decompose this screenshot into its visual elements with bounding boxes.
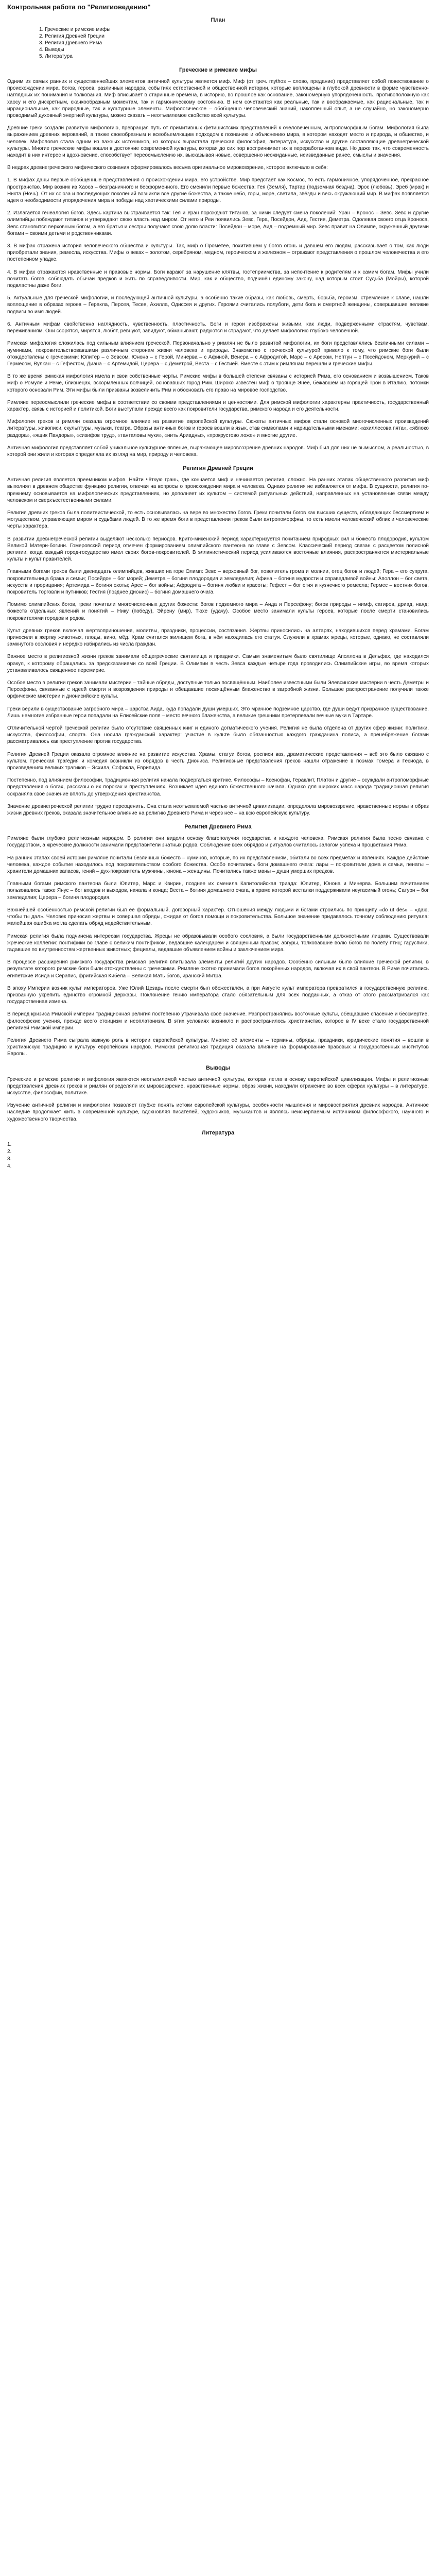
section-heading: Выводы xyxy=(206,1064,230,1071)
paragraph: Римляне переосмыслили греческие мифы в соответствии со своими представлениями и ценностями. Для римской мифологии характерны практичность, государственный характер, связь с историей и политикой. Боги выступали прежде всего как покровители государства, римского народа и его деятельности. xyxy=(7,399,429,412)
plan-item: 4. Выводы xyxy=(39,47,64,53)
paragraph: Религия древних греков была политеистической, то есть основывалась на вере во множество богов. Греки почитали богов как высших существ, обладающих бессмертием и могуществом, управляющих миром и судьбами людей. В то же время боги в представлении греков были антропоморфны, то есть имели человеческий облик и человеческие черты характера. xyxy=(7,510,429,530)
paragraph: Отличительной чертой греческой религии было отсутствие священных книг и единого догматического учения. Религия не была отделена от других сфер жизни: политики, искусства, философии, спорта. Она носила гражданский характер: участие в культе было обязанностью каждого гражданина полиса, а пренебрежение богами рассматривалось как преступление против государства. xyxy=(7,725,429,745)
paragraph: Важное место в религиозной жизни греков занимали общегреческие святилища и праздники. Самым знаменитым было святилище Аполлона в Дельфах, где находился оракул, к которому обращались за предсказаниями со всей Греции. В Олимпии в честь Зевса каждые четыре года проводились Олимпийские игры, во время которых устанавливалось священное перемирие. xyxy=(7,654,429,673)
paragraph: Греки верили в существование загробного мира – царства Аида, куда попадали души умерших. Это мрачное подземное царство, где души ведут призрачное существование. Лишь немногие избранные герои попадали на Елисейские поля – место вечного блаженства, а великие грешники претерпевали вечные муки в Тартаре. xyxy=(7,706,429,719)
paragraph: Одним из самых ранних и существеннейших элементов античной культуры является миф. Миф (от греч. mythos – слово, предание) представляет собой повествование о происхождении мира, богов, героев, различных народов, событиях естественной и общественной истории, которые воплощены в глубокой древности в форме чувственно-наглядных их понимания и толкования. Миф вписывает в старинные времена, в историю, во прошлое как основание, закономерную упорядоченность, противоположную как хаосу и его дискретным, скачкообразным моментам, так и гармоническому состоянию. В нем сочетаются как реальные, так и воображаемые, как рациональные, так и иррациональные, как природные, так и культурные элементы. Мифологическое – обобщенно человеческий знаний, накопленный опыт, а не случайно, но закономерно проводимый духовный энергией культуры, можно сказать – неотъемлемое свойство всей культуры. xyxy=(7,79,429,119)
paragraph: 4. В мифах отражаются нравственные и правовые нормы. Боги карают за нарушение клятвы, гостеприимства, за непочтение к родителям и к самим богам. Мифы учили почитать богов, соблюдать обычаи предков и жить по справедливости. Мир, как и общество, подчинён единому закону, над которым стоит Судьба (Мойры), которой подвластны даже боги. xyxy=(7,269,429,289)
paragraph: 5. Актуальные для греческой мифологии, и последующей античной культуры, а особенно такие образы, как любовь, смерть, борьба, героизм, стремление к славе, нашли воплощение в образах героев – Геракла, Персея, Тесея, Ахилла, Одиссея и других. Героями считались полубоги, дети бога и смертной женщины, совершавшие великие подвиги во имя людей. xyxy=(7,295,429,315)
paragraph: В период кризиса Римской империи традиционная религия постепенно утрачивала своё значение. Распространялись восточные культы, обещавшие спасение и бессмертие, философские учения, прежде всего стоицизм и неоплатонизм. В этих условиях возникло и распространилось христианство, которое в IV веке стало государственной религией Римской империи. xyxy=(7,1011,429,1031)
plan-item: 3. Религия Древнего Рима xyxy=(39,40,102,46)
paragraph: В процессе расширения римского государства римская религия впитывала элементы религий других народов. Особенно сильным было влияние греческой религии, в результате которого римские боги были отождествлены с греческими. Римляне охотно принимали богов покорённых народов, включая их в свой пантеон. В Риме почитались египетские Исида и Серапис, фригийская Кибела – Великая Мать богов, иранский Митра. xyxy=(7,959,429,979)
plan-list xyxy=(39,26,429,60)
document-title: Контрольная работа по "Религиоведению" xyxy=(7,3,151,11)
paragraph: В развитии древнегреческой религии выделяют несколько периодов. Крито-микенский период характеризуется почитанием природных сил и божеств плодородия, культом Великой Матери-богини. Гомеровский период отмечен формированием олимпийского пантеона во главе с Зевсом. Классический период связан с расцветом полисной религии, когда каждый город-государство имел своих богов-покровителей. В эллинистический период усиливаются восточные влияния, распространяются мистериальные культы и культ правителей. xyxy=(7,536,429,563)
paragraph: В то же время римская мифология имела и свои собственные черты. Римские мифы в большей степени связаны с историей Рима, его основанием и возвышением. Таков миф о Ромуле и Реме, близнецах, вскормленных волчицей, основавших город Рим. Широко известен миф о троянце Энее, бежавшем из горящей Трои в Италию, потомки которого основали Рим. Эти мифы были призваны возвеличить Рим и обосновать его право на мировое господство. xyxy=(7,374,429,393)
paragraph: Римская мифология сложилась под сильным влиянием греческой. Первоначально у римлян не было развитой мифологии, их боги представлялись безличными силами – нуминами, покровительствовавшими различным сторонам жизни человека и природы. Знакомство с греческой культурой привело к тому, что римские боги были отождествлены с греческими: Юпитер – с Зевсом, Юнона – с Герой, Минерва – с Афиной, Венера – с Афродитой, Марс – с Аресом, Нептун – с Посейдоном, Меркурий – с Гермесом, Вулкан – с Гефестом, Диана – с Артемидой, Церера – с Деметрой, Веста – с Гестией. Вместе с этим к римлянам перешли и греческие мифы. xyxy=(7,341,429,367)
paragraph: 1. В мифах даны первые обобщённые представления о происхождении мира, его устройстве. Мир предстаёт как Космос, то есть гармоничное, упорядоченное, прекрасное пространство. Мир возник из Хаоса – безграничного и бесформенного. Его сменили первые божества: Гея (Земля), Тартар (подземная бездна), Эрос (любовь), Эреб (мрак) и Никта (Ночь). От их союза и последующих поколений возникли все другие божества, а также небо, горы, море, светила, звёзды и весь окружающий мир. В мифах появляется идея о необходимости упорядочения мира и победы над хаотическими силами природы. xyxy=(7,177,429,204)
paragraph: В недрах древнегреческого мифического сознания сформировалось весьма оригинальное мировоззрение, которое включало в себя: xyxy=(7,165,328,171)
paragraph: Религия Древнего Рима сыграла важную роль в истории европейской культуры. Многие её элементы – термины, обряды, праздники, юридические понятия – вошли в христианскую традицию и культуру европейских народов. Римская религиозная традиция оказала влияние на формирование правовых и государственных институтов Европы. xyxy=(7,1037,429,1057)
paragraph: Античная мифология представляет собой уникальное культурное явление, выражающее мировоззрение древних народов. Миф был для них не вымыслом, а реальностью, в которой они жили и которая определяла их взгляд на мир, природу и человека. xyxy=(7,445,429,457)
literature-list xyxy=(7,1141,429,1170)
paragraph: Изучение античной религии и мифологии позволяет глубже понять истоки европейской культуры, особенности мышления и мировосприятия древних народов. Античное наследие продолжает жить в современной культуре, вдохновляя писателей, художников, музыкантов и являясь неисчерпаемым источником философского, научного и художественного творчества. xyxy=(7,1103,429,1122)
paragraph: Важнейшей особенностью римской религии был её формальный, договорный характер. Отношения между людьми и богами строились по принципу «do ut des» – «даю, чтобы ты дал». Человек приносил жертвы и совершал обряды, ожидая от богов помощи и покровительства. Большое значение придавалось точному соблюдению ритуала: малейшая ошибка могла сделать обряд недействительным. xyxy=(7,907,429,927)
paragraph: Мифология греков и римлян оказала огромное влияние на развитие европейской культуры. Сюжеты античных мифов стали основой многочисленных произведений литературы, живописи, скульптуры, музыки, театра. Образы античных богов и героев вошли в язык, став символами и нарицательными именами: «ахиллесова пята», «яблоко раздора», «ящик Пандоры», «сизифов труд», «танталовы муки», «нить Ариадны», «прокрустово ложе» и многие другие. xyxy=(7,419,429,438)
section-heading: Религия Древней Греции xyxy=(183,465,253,472)
paragraph: 3. В мифах отражена история человеческого общества и культуры. Так, миф о Прометее, похитившем у богов огонь и давшем его людям, рассказывает о том, как люди приобретали знания, ремесла, искусства. Мифы о веках – золотом, серебряном, медном, героическом и железном – отражают представления о прошлом человечества и его постепенном упадке. xyxy=(7,243,429,263)
paragraph: Римляне были глубоко религиозным народом. В религии они видели основу благополучия государства и каждого человека. Римская религия была тесно связана с государством, а жреческие должности занимали представители знатных родов. Соблюдение всех обрядов и ритуалов считалось залогом успеха и процветания Рима. xyxy=(7,836,429,849)
paragraph: Главными богами греков были двенадцать олимпийцев, живших на горе Олимп: Зевс – верховный бог, повелитель грома и молнии, отец богов и людей; Гера – его супруга, покровительница брака и семьи; Посейдон – бог морей; Деметра – богиня плодородия и земледелия; Афина – богиня мудрости и справедливой войны; Аполлон – бог света, искусств и прорицания; Артемида – богиня охоты; Арес – бог войны; Афродита – богиня любви и красоты; Гефест – бог огня и кузнечного ремесла; Гермес – вестник богов, покровитель торговли и путников; Гестия (позднее Дионис) – богиня домашнего очага. xyxy=(7,569,429,595)
paragraph: Древние греки создали развитую мифологию, превращая путь от примитивных фетишистских представлений к очеловеченным, антропоморфным богам. Мифология была выражением древних верований, а также своеобразным и всеобъемлющим подходом к познанию и объяснению мира, в котором находят место и природа, и общество, и человек. Мифология стала одним из важных источников, из которых вырастала греческая философия, литература, искусство и другие составляющие древнегреческой культуры. Многие греческие мифы вошли в достояние современной культуры, которая до сих пор воспринимает их в переработанном виде. Но даже так, что современность находит в них интерес и вдохновение, способствует переосмыслению их, высказывая новые, совершенно неожиданные, неизведанные ранее, смыслы и значения. xyxy=(7,125,429,159)
paragraph: Культ древних греков включал жертвоприношения, молитвы, праздники, процессии, состязания. Жертвы приносились на алтарях, находившихся перед храмами. Богам приносили в жертву животных, плоды, вино, мёд. Храм считался жилищем бога, в нём находилась его статуя. Служили в храмах жрецы, которые, однако, не составляли замкнутого сословия и нередко избирались из числа граждан. xyxy=(7,628,429,648)
paragraph: 2. Излагается генеалогия богов. Здесь картина выстраивается так: Гея и Уран порождают титанов, за ними следует смена поколений: Уран – Кронос – Зевс. Зевс и другие олимпийцы побеждают титанов и утверждают свою власть над миром. От него и Реи появились Зевс, Гера, Посейдон, Аид, Гестия, Деметра. Одолевая своего отца Кроноса, Зевс становится верховным богом, а его братья и сестры получают свою долю власти: Посейдон – море, Аид – подземный мир. Зевс правит на Олимпе, окруженный другими богами – своими детьми и родственниками. xyxy=(7,210,429,236)
paragraph: На ранних этапах своей истории римляне почитали безличных божеств – нуминов, которые, по их представлениям, обитали во всех предметах и явлениях. Каждое действие человека, каждое событие находилось под покровительством особого божества. Особо почитались боги домашнего очага: лары – покровители дома и семьи, пенаты – хранители домашних запасов, гений – дух-покровитель мужчины, юнона – женщины. Почитались также маны – души умерших предков. xyxy=(7,855,429,875)
plan-item: 2. Религия Древней Греции xyxy=(39,33,104,39)
paragraph: Значение древнегреческой религии трудно переоценить. Она стала неотъемлемой частью античной цивилизации, определяла мировоззрение, нравственные нормы и образ жизни древних греков, оказала значительное влияние на религию Древнего Рима и через неё – на всю европейскую культуру. xyxy=(7,803,429,817)
paragraph: 6. Античным мифам свойственна наглядность, чувственность, пластичность. Боги и герои изображены живыми, как люди, подверженными страстям, чувствам, переживаниям. Они ссорятся, мирятся, любят, ревнуют, завидуют, обманывают, радуются и страдают, что делает мифологию глубоко человечной. xyxy=(7,321,429,334)
document-body xyxy=(7,67,429,1136)
document-page xyxy=(0,0,436,1191)
paragraph: Постепенно, под влиянием философии, традиционная религия начала подвергаться критике. Философы – Ксенофан, Гераклит, Платон и другие – осуждали антропоморфные представления о богах, рассказы о их пороках и преступлениях. Возникает идея единого божественного начала. Однако для широких масс народа традиционная религия сохраняла своё значение вплоть до утверждения христианства. xyxy=(7,777,429,797)
literature-item: 3. xyxy=(7,1156,12,1162)
literature-item: 1. xyxy=(7,1141,12,1147)
paragraph: Помимо олимпийских богов, греки почитали многочисленных других божеств: богов подземного мира – Аида и Персефону; богов природы – нимф, сатиров, дриад, наяд; божеств отдельных явлений и понятий – Нику (победу), Эйрену (мир), Тюхе (удачу). Особое место занимали культы героев, которые после смерти становились покровителями городов и родов. xyxy=(7,602,429,621)
paragraph: Главными богами римского пантеона были Юпитер, Марс и Квирин, позднее их сменила Капитолийская триада: Юпитер, Юнона и Минерва. Большим почитанием пользовались также Янус – бог входов и выходов, начала и конца; Веста – богиня домашнего очага, в храме которой весталки поддерживали неугасимый огонь; Сатурн – бог земледелия; Церера – богиня плодородия. xyxy=(7,881,429,901)
paragraph: Религия Древней Греции оказала огромное влияние на развитие искусства. Храмы, статуи богов, росписи ваз, драматические представления – всё это было связано с культом. Греческая трагедия и комедия возникли из обрядов в честь Диониса. Религиозные представления греков нашли отражение в поэмах Гомера и Гесиода, в произведениях великих трагиков – Эсхила, Софокла, Еврипида. xyxy=(7,751,429,771)
paragraph: Римская религия была подчинена интересам государства. Жрецы не образовывали особого сословия, а были государственными должностными лицами. Существовали жреческие коллегии: понтифики во главе с великим понтификом, ведавшие календарём и священным правом; авгуры, толковавшие волю богов по полёту птиц; гаруспики, гадавшие по внутренностям жертвенных животных; фециалы, ведавшие объявлением войны и заключением мира. xyxy=(7,933,429,953)
paragraph: В эпоху Империи возник культ императоров. Уже Юлий Цезарь после смерти был обожествлён, а при Августе культ императора превратился в государственную религию, призванную укрепить единство огромной державы. Поклонение гению императора стало обязательным для всех подданных, а отказ от этого рассматривался как государственная измена. xyxy=(7,985,429,1005)
plan-item: 5. Литература xyxy=(39,54,73,59)
section-heading: Религия Древнего Рима xyxy=(184,824,252,831)
plan-heading: План xyxy=(211,17,225,23)
section-heading: Литература xyxy=(201,1129,235,1136)
plan-item: 1. Греческие и римские мифы xyxy=(39,27,111,32)
literature-item: 2. xyxy=(7,1148,12,1155)
paragraph: Особое место в религии греков занимали мистерии – тайные обряды, доступные только посвящённым. Наиболее известными были Элевсинские мистерии в честь Деметры и Персефоны, связанные с идеей смерти и возрождения природы и обещавшие посвящённым блаженство в загробной жизни. Большое распространение получили также орфические мистерии и дионисийские культы. xyxy=(7,680,429,700)
paragraph: Античная религия является преемником мифов. Найти чёткую грань, где кончается миф и начинается религия, сложно. На ранних этапах общественного развития миф выполнял в древнем обществе функцию религии, отвечая на вопросы о происхождении мира и человека. Однако религия не избавляется от мифа. В сущности, религия по-прежнему основывается на мифологических представлениях, но дополняет их культом – системой ритуальных действий, направленных на установление связи между человеком и сверхъестественными силами. xyxy=(7,477,429,503)
literature-item: 4. xyxy=(7,1163,12,1169)
paragraph: Греческие и римские религия и мифология являются неотъемлемой частью античной культуры, которая легла в основу европейской цивилизации. Мифы и религиозные представления древних греков и римлян определяли их мировоззрение, нравственные нормы, образ жизни, находили отражение во всех сферах культуры – в литературе, искусстве, философии, политике. xyxy=(7,1076,429,1096)
section-heading: Греческие и римские мифы xyxy=(179,67,257,73)
